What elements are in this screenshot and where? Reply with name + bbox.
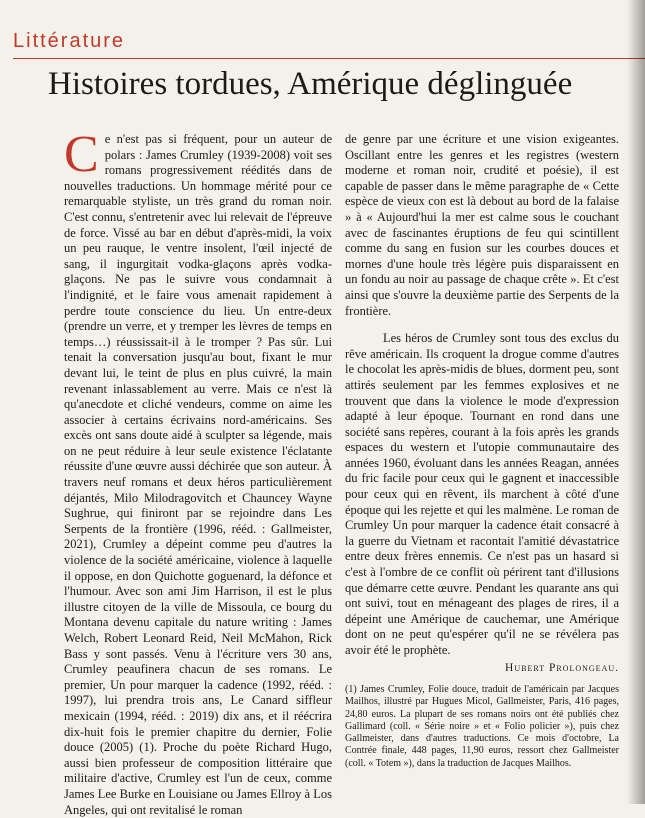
right-paragraph-1: de genre par une écriture et une vision exigeantes. Oscillant entre les genres et les registres (western moderne et roman noir, crudité et poésie), il est capable de passer dans le même paragraphe de « Cette espèce de vieux con est là debout au bord de la falaise » à « Aujourd'hui la mer est calme sous le couchant avec de fascinantes éruptions de feu qui scintillent comme du sang en fusion sur les courbes douces et mornes d'une houle très légère puis disparaissent en un fondu au noir au passage de chaque crête ». Et c'est ainsi que s'ouvre la deuxième partie des Serpents de la frontière. [345,132,619,318]
left-text: e n'est pas si fréquent, pour un auteur de polars : James Crumley (1939-2008) voit ses romans progressivement réédités dans de nouvelles traductions. Un hommage mérité pour ce remarquable styliste, un très grand du roman noir. C'est connu, s'entretenir avec lui relevait de l'épreuve de force. Vissé au bar en début d'après-midi, la voix un peu rauque, le ventre insolent, l'œil injecté de sang, il ingurgitait vodka-glaçons après vodka-glaçons. Ne pas le suivre vous condamnait à l'indignité, et le faire vous amenait rapidement à perdre toute conscience du lieu. Un entre-deux (prendre un verre, et y tremper les lèvres de temps en temps…) réussissait-il à le tromper ? Pas sûr. Lui tenait la conversation jusqu'au bout, fixant le mur devant lui, le teint de plus en plus cuivré, la main revenant inlassablement au verre. Mais ce n'est là qu'anecdote et cliché vendeurs, comme on aime les associer à certains écrivains nord-américains. Ses excès ont sans doute aidé à sculpter sa légende, mais on ne peut réduire à leur seule existence l'éclatante réussite d'une œuvre aussi déchirée que son auteur. À travers neuf romans et deux héros particulièrement déjantés, Milo Milodragovitch et Chauncey Wayne Sughrue, qui finiront par se rejoindre dans Les Serpents de la frontière (1996, rééd. : Gallmeister, 2021), Crumley a dépeint comme peu d'autres la violence de la société américaine, violence à laquelle il oppose, en don Quichotte goguenard, la défonce et l'humour. Avec son ami Jim Harrison, il est le plus illustre citoyen de la ville de Missoula, ce bourg du Montana devenu capitale du nature writing : James Welch, Robert Leonard Reid, Neil McMahon, Rick Bass y sont passés. Venu à l'écriture vers 30 ans, Crumley peaufinera chacun de ses romans. Le premier, Un pour marquer la cadence (1992, rééd. : 1997), lui prendra trois ans, Le Canard siffleur mexicain (1994, rééd. : 2019) dix ans, et il réécrira dix-huit fois le premier chapitre du dernier, Folie douce (2005) (1). Proche du poète Richard Hugo, aussi bien professeur de composition littéraire que militaire d'active, Crumley est l'un de ceux, comme James Lee Burke en Louisiane ou James Ellroy à Los Angeles, qui ont revitalisé le roman [64,132,332,817]
author-signature: Hubert Prolongeau. [505,661,619,674]
section-label: Littérature [13,30,126,52]
section-divider [13,58,645,59]
left-column [64,126,332,818]
footnote: (1) James Crumley, Folie douce, traduit de l'américain par Jacques Mailhos, illustré par Hugues Micol, Gallmeister, Paris, 416 pages, 24,80 euros. La plupart de ses romans noirs ont été publiés chez Gallimard (coll. « Série noire » et « Folio policier »), puis chez Gallmeister, dans d'autres traductions. Ce mois d'octobre, La Contrée finale, 448 pages, 11,90 euros, ressort chez Gallmeister (coll. « Totem »), dans la traduction de Jacques Mailhos. [345,684,619,769]
dropcap: C [64,126,99,183]
article-title: Histoires tordues, Amérique déglinguée [48,66,573,102]
intro-paragraph [64,126,332,818]
right-paragraph-2: Les héros de Crumley sont tous des exclus du rêve américain. Ils croquent la drogue comme d'autres le chocolat les après-midis de blues, dorment peu, sont attirés seulement par les femmes explosives et ne trouvent que dans la violence le mode d'expression adapté à leur époque. Tournant en rond dans une société sans repères, courant à la fois après les grands espaces du western et l'utopie communautaire des années 1960, évoluant dans les années Reagan, années du fric facile pour ceux qui le gagnent et inaccessible pour ceux qui en rêvent, ils marchent à côté d'une époque qui les rejette et qui les malmène. Le roman de Crumley Un pour marquer la cadence était consacré à la guerre du Vietnam et racontait l'amitié dévastatrice entre deux frères ennemis. Ce n'est pas un hasard si c'est à l'ombre de ce conflit où périrent tant d'illusions que démarre cette œuvre. Pendant les quarante ans qui ont suivi, tout en ménageant des plages de rires, il a dépeint une Amérique de cauchemar, une Amérique dont on ne peut qu'espérer qu'il ne se révélera pas avoir été le prophète. [345,331,619,657]
right-column [345,132,619,676]
page-gutter-shadow [627,0,645,804]
